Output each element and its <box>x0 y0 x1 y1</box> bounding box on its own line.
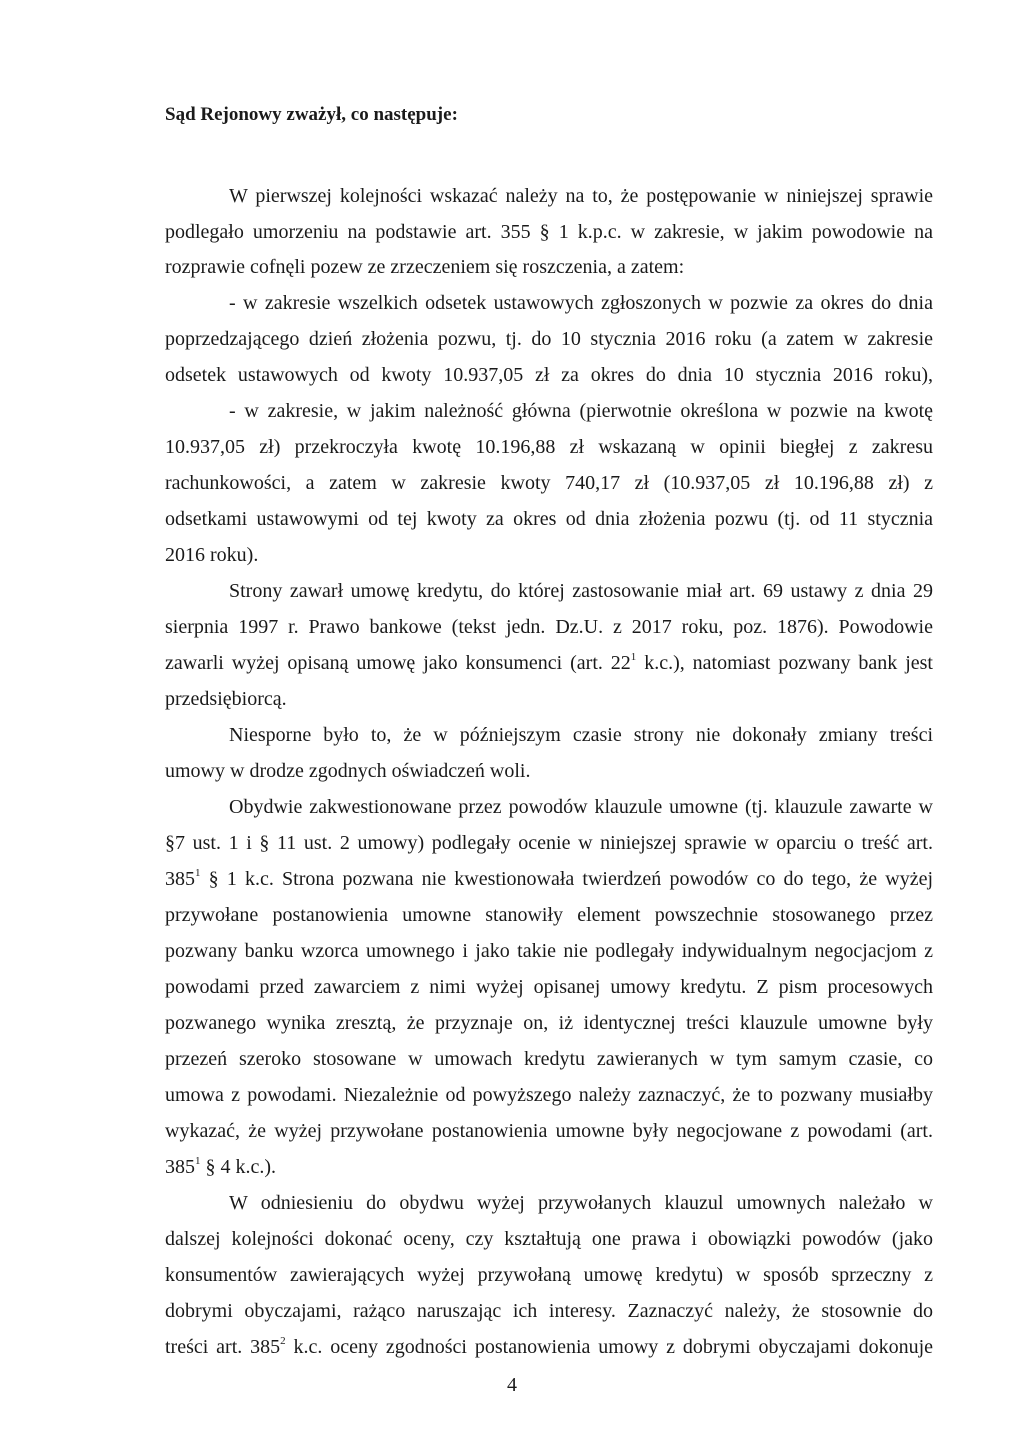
superscript: 2 <box>280 1335 286 1347</box>
text-line: podlegało umorzeniu na podstawie art. 355 § 1 k.p.c. w zakresie, w jakim powodowie na <box>165 221 933 243</box>
superscript: 1 <box>630 651 637 663</box>
superscript: 1 <box>195 867 201 879</box>
text-line <box>165 649 933 677</box>
text-line: przezeń szeroko stosowane w umowach kredytu zawieranych w tym samym czasie, co <box>165 1048 933 1070</box>
text-line: §7 ust. 1 i § 11 ust. 2 umowy) podlegały ocenie w niniejszej sprawie w oparciu o treść art. <box>165 832 933 854</box>
text-line: dalszej kolejności dokonać oceny, czy kształtują one prawa i obowiązki powodów (jako <box>165 1228 933 1250</box>
text-segment: 385 <box>165 1156 195 1178</box>
section-heading: Sąd Rejonowy zważył, co następuje: <box>165 104 458 125</box>
text-line: - w zakresie wszelkich odsetek ustawowych zgłoszonych w pozwie za okres do dnia <box>229 292 933 314</box>
text-line: 10.937,05 zł) przekroczyła kwotę 10.196,88 zł wskazaną w opinii biegłej z zakresu <box>165 436 933 458</box>
text-line <box>165 865 933 893</box>
text-line: przywołane postanowienia umowne stanowiły element powszechnie stosowanego przez <box>165 904 933 926</box>
page-number: 4 <box>507 1374 517 1396</box>
text-line: 2016 roku). <box>165 544 259 566</box>
text-line: rachunkowości, a zatem w zakresie kwoty 740,17 zł (10.937,05 zł 10.196,88 zł) z <box>165 472 933 494</box>
text-segment: k.c.), natomiast pozwany bank jest <box>636 652 933 674</box>
text-line: przedsiębiorcą. <box>165 688 287 710</box>
text-line: Niesporne było to, że w późniejszym czasie strony nie dokonały zmiany treści <box>229 724 933 746</box>
text-line <box>165 1153 933 1181</box>
text-segment: k.c. oceny zgodności postanowienia umowy z dobrymi obyczajami dokonuje <box>285 1336 934 1358</box>
text-line: W pierwszej kolejności wskazać należy na to, że postępowanie w niniejszej sprawie <box>229 185 933 207</box>
text-line: umowa z powodami. Niezależnie od powyższego należy zaznaczyć, że to pozwany musiałby <box>165 1084 933 1106</box>
text-line: dobrymi obyczajami, rażąco naruszając ich interesy. Zaznaczyć należy, że stosownie do <box>165 1300 933 1322</box>
text-line: odsetek ustawowych od kwoty 10.937,05 zł za okres do dnia 10 stycznia 2016 roku), <box>165 364 933 386</box>
text-line: sierpnia 1997 r. Prawo bankowe (tekst jedn. Dz.U. z 2017 roku, poz. 1876). Powodowie <box>165 616 933 638</box>
superscript: 1 <box>195 1155 201 1167</box>
text-line: powodami przed zawarciem z nimi wyżej opisanej umowy kredytu. Z pism procesowych <box>165 976 933 998</box>
text-line: konsumentów zawierających wyżej przywołaną umowę kredytu) w sposób sprzeczny z <box>165 1264 933 1286</box>
text-segment: § 4 k.c.). <box>200 1156 277 1178</box>
text-line: W odniesieniu do obydwu wyżej przywołanych klauzul umownych należało w <box>229 1192 933 1214</box>
text-line: wykazać, że wyżej przywołane postanowienia umowne były negocjowane z powodami (art. <box>165 1120 933 1142</box>
text-line: Strony zawarł umowę kredytu, do której zastosowanie miał art. 69 ustawy z dnia 29 <box>229 580 933 602</box>
text-line: rozprawie cofnęli pozew ze zrzeczeniem się roszczenia, a zatem: <box>165 256 685 278</box>
text-line: poprzedzającego dzień złożenia pozwu, tj. do 10 stycznia 2016 roku (a zatem w zakresie <box>165 328 933 350</box>
text-line: odsetkami ustawowymi od tej kwoty za okres od dnia złożenia pozwu (tj. od 11 stycznia <box>165 508 933 530</box>
text-segment: treści art. 385 <box>165 1336 281 1358</box>
text-line: umowy w drodze zgodnych oświadczeń woli. <box>165 760 531 782</box>
text-line: pozwanego wynika zresztą, że przyznaje on, iż identycznej treści klauzule umowne były <box>165 1012 933 1034</box>
text-line <box>165 1333 933 1361</box>
text-segment: 385 <box>165 868 195 890</box>
text-line: - w zakresie, w jakim należność główna (pierwotnie określona w pozwie na kwotę <box>229 400 933 422</box>
text-line: pozwany banku wzorca umownego i jako takie nie podlegały indywidualnym negocjacjom z <box>165 940 933 962</box>
text-line: Obydwie zakwestionowane przez powodów klauzule umowne (tj. klauzule zawarte w <box>229 796 933 818</box>
text-segment: zawarli wyżej opisaną umowę jako konsumenci (art. 22 <box>165 652 631 674</box>
text-segment: § 1 k.c. Strona pozwana nie kwestionowała twierdzeń powodów co do tego, że wyżej <box>200 868 933 890</box>
